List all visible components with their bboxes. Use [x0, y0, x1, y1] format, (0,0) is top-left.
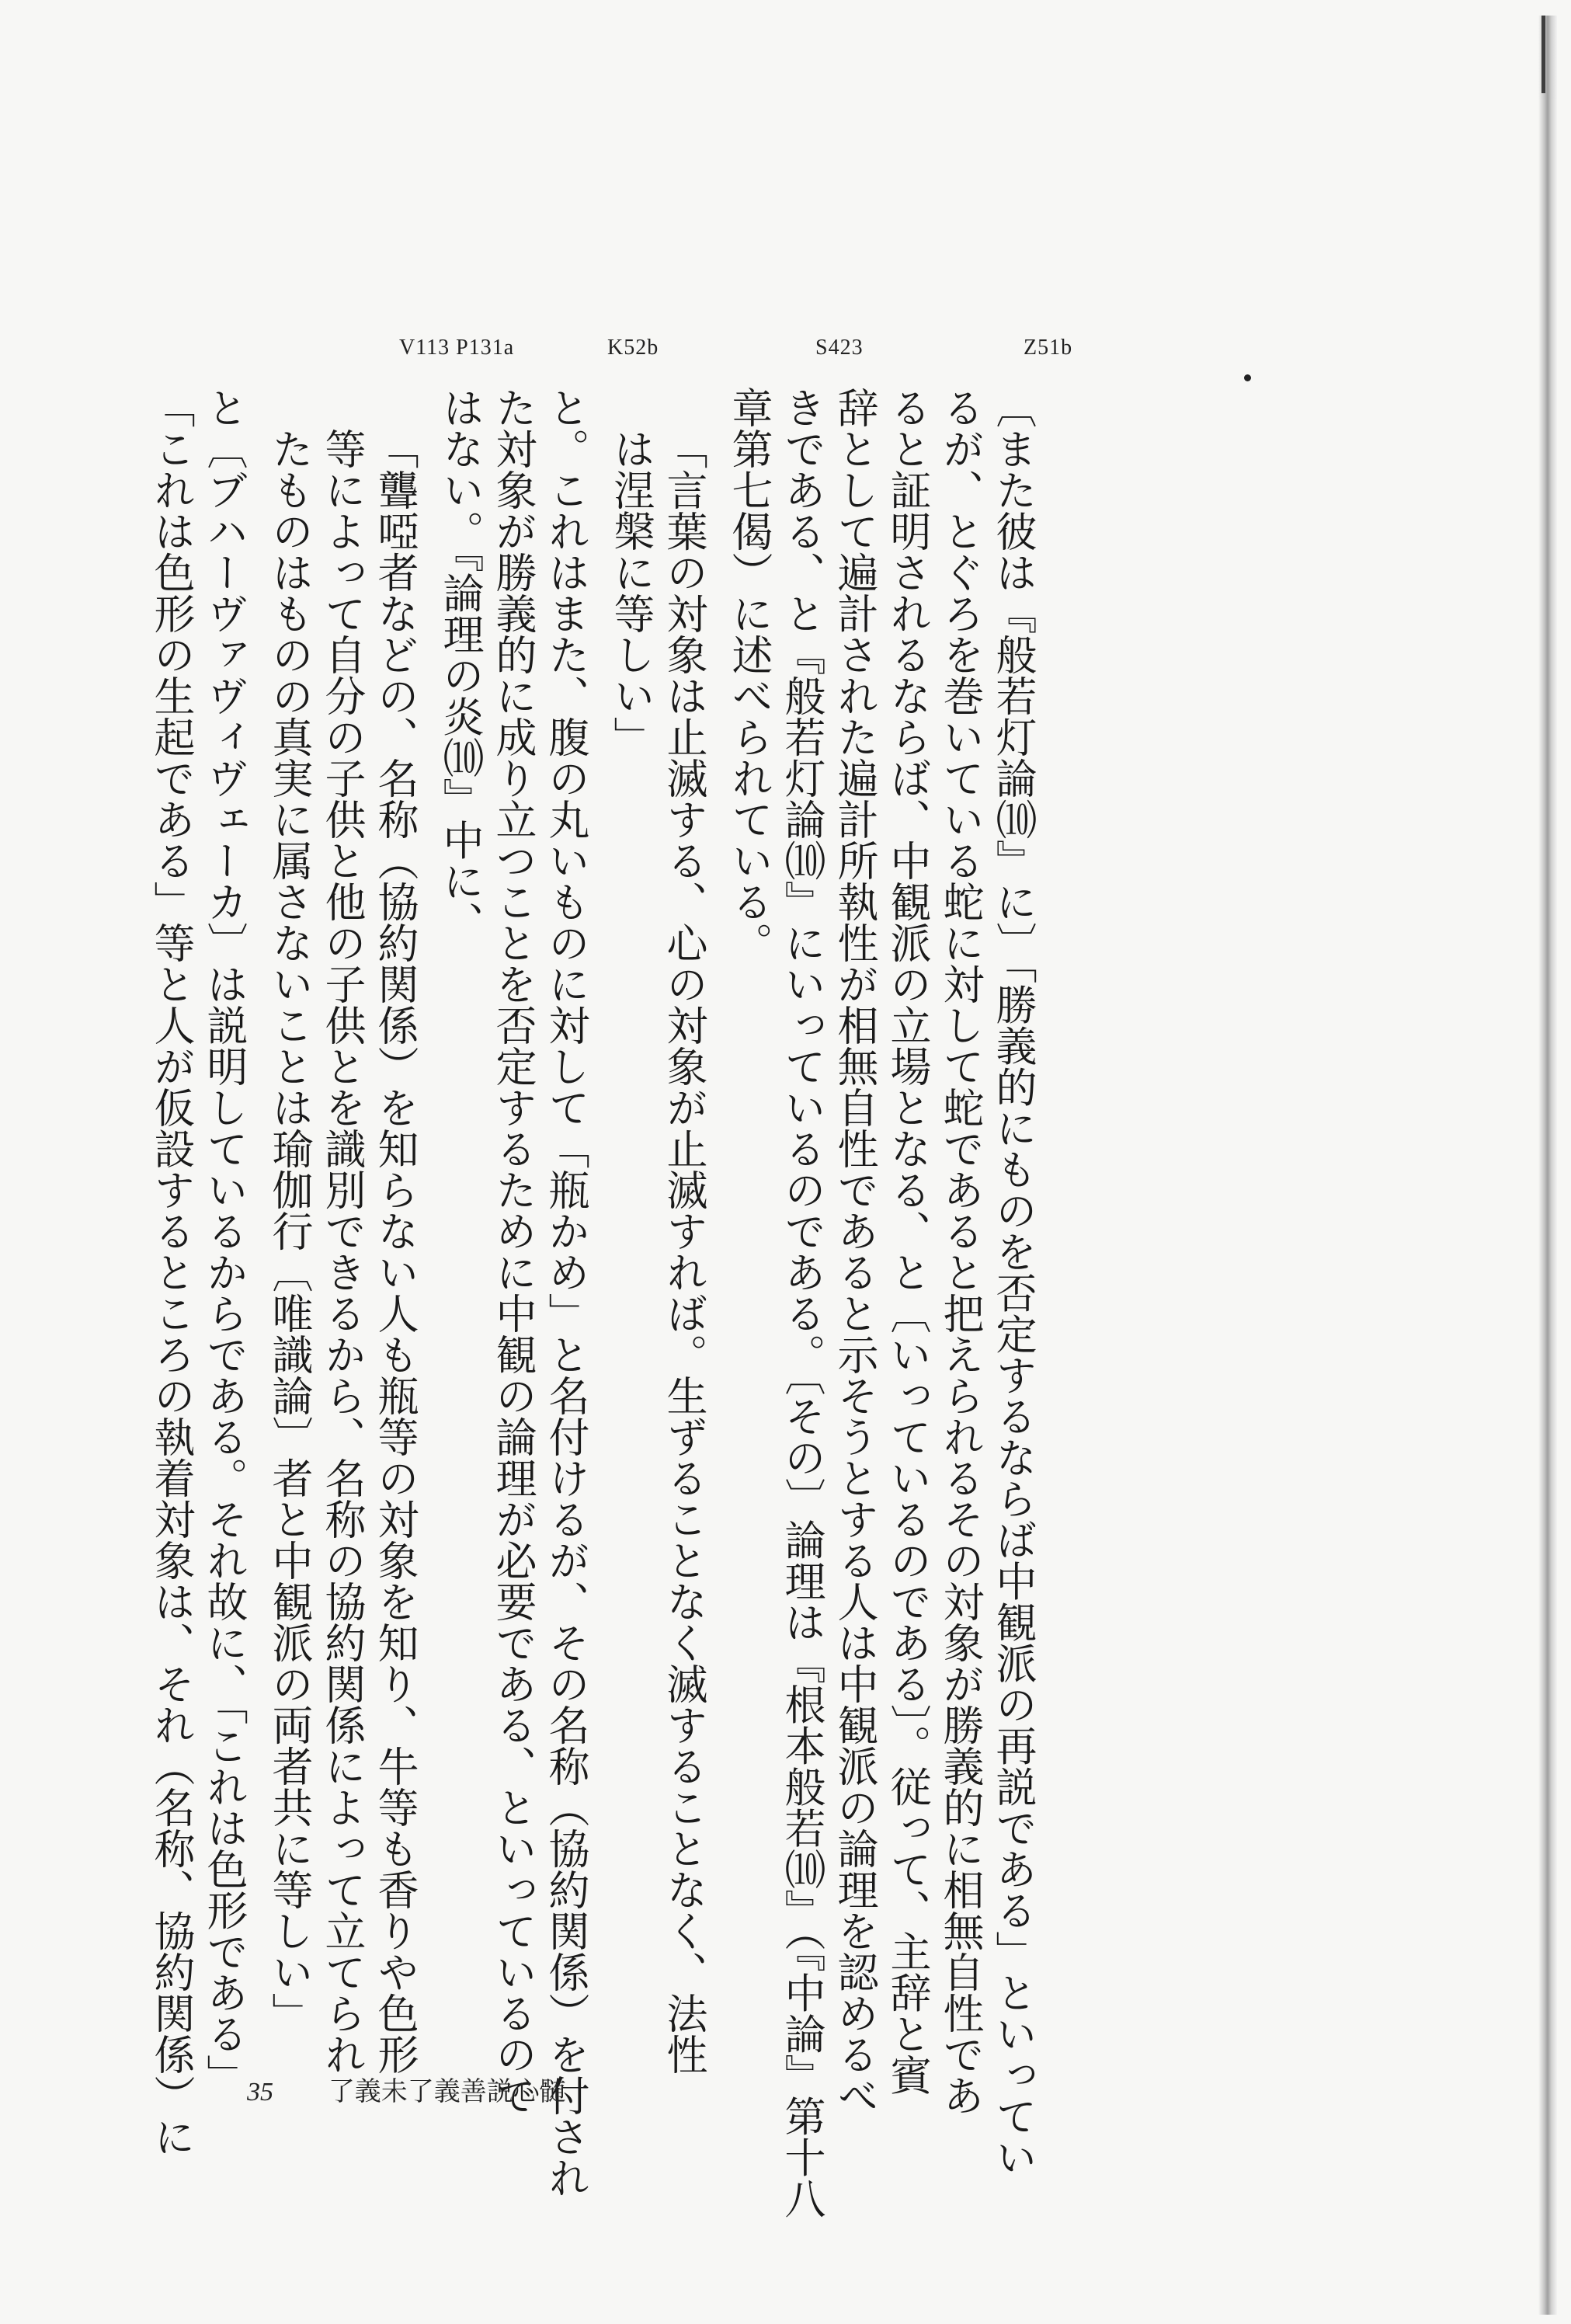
ref-z: Z51b [1024, 336, 1073, 360]
text-column: 辞として遍計された遍計所執性が相無自性であると示そうとする人は中観派の論理を認めるべ [831, 387, 878, 2116]
text-column: 「これは色形の生起である」等と人が仮設するところの執着対象は、それ（名称、協約関係）に [148, 387, 195, 2157]
running-title: 了義未了義善説心髄 [328, 2076, 566, 2107]
text-column: 「言葉の対象は止滅する、心の対象が止滅すれば。生ずることなく滅することなく、法性 [660, 428, 707, 2075]
text-column: 「聾啞者などの、名称（協約関係）を知らない人も瓶等の対象を知り、牛等も香りや色形 [371, 428, 419, 2075]
text-column: ると証明されるならば、中観派の立場となる、と〔いっているのである〕。従って、主辞と賓 [884, 387, 931, 2096]
ref-k: K52b [607, 336, 659, 360]
text-column: きである、と『般若灯論⑽』にいっているのである。〔その〕論理は『根本般若⑽』（『中論』第十八 [778, 387, 825, 2219]
page-number: 35 [247, 2078, 273, 2107]
text-column: と〔ブハーヴァヴィヴェーカ〕は説明しているからである。それ故に、「これは色形である」 [200, 387, 248, 2096]
text-column: と。これはまた、腹の丸いものに対して「瓶かめ」と名付けるが、その名称（協約関係）を付され [542, 387, 589, 2198]
text-column: るが、とぐろを巻いている蛇に対して蛇であると把えられるその対象が勝義的に相無自性であ [937, 387, 984, 2116]
text-column: は涅槃に等しい」 [607, 428, 655, 757]
ref-v-p: V113 P131a [399, 336, 515, 360]
text-column: 章第七偈）に述べられている。 [725, 387, 773, 963]
ref-s: S423 [815, 336, 864, 360]
margin-dot [1244, 374, 1251, 381]
reference-markers [0, 336, 1571, 367]
page-footer [247, 2070, 566, 2108]
text-column: たものはものの真実に属さないことは瑜伽行〔唯識論〕者と中観派の両者共に等しい」 [266, 428, 313, 2034]
text-column: はない。『論理の炎⑽』中に、 [436, 387, 484, 943]
text-column: 等によって自分の子供と他の子供とを識別できるから、名称の協約関係によって立てられ [318, 428, 366, 2075]
text-column: 〔また彼は『般若灯論⑽』に〕「勝義的にものを否定するならば中観派の再説である」といってい [989, 387, 1037, 2178]
text-column: た対象が勝義的に成り立つことを否定するために中観の論理が必要である、といっているので [489, 387, 537, 2116]
